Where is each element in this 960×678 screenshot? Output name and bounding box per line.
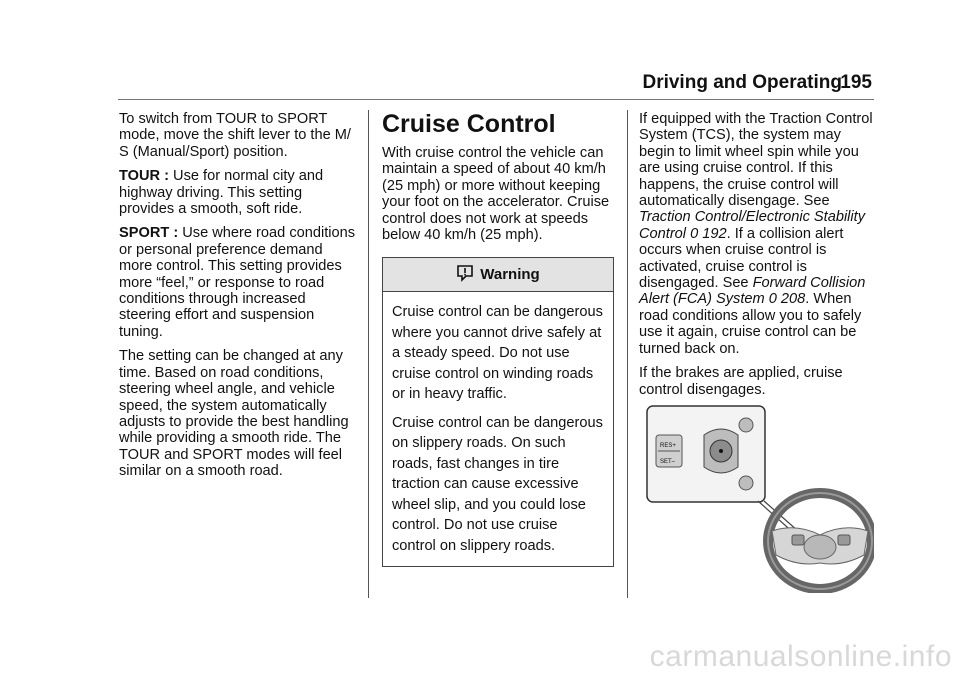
watermark: carmanualsonline.info — [649, 640, 952, 673]
page-number: 195 — [840, 72, 872, 93]
fca-reference-page[interactable]: 0 208 — [768, 291, 806, 308]
tour-term: TOUR : — [119, 168, 169, 185]
warning-title: Warning — [480, 265, 540, 283]
tour-paragraph — [119, 168, 357, 217]
tcs-text-a: If equipped with the Traction Control System (TCS), the system may begin to limit wheel spin while you are using cruise control. If this happens, the cruise control will automatically disengage. See — [639, 111, 873, 210]
header-rule — [118, 99, 874, 100]
warning-body — [383, 292, 613, 566]
section-title: Driving and Operating — [642, 72, 842, 93]
fca-reference[interactable]: Forward Collision Alert (FCA) System — [639, 275, 866, 308]
shift-paragraph: To switch from TOUR to SPORT mode, move the shift lever to the M/ S (Manual/Sport) position. — [119, 111, 351, 160]
set-label: SET– — [660, 459, 676, 465]
column-divider-2 — [627, 110, 628, 598]
column-left — [119, 111, 357, 488]
cruise-control-heading: Cruise Control — [382, 110, 556, 138]
page-header — [0, 70, 960, 100]
tcs-reference-page[interactable]: 0 192 — [690, 225, 727, 242]
steering-wheel-figure — [646, 405, 874, 593]
column-right — [639, 111, 875, 406]
res-label: RES+ — [660, 443, 676, 449]
tour-text: Use for normal city and highway driving. This setting provides a smooth, soft ride. — [119, 168, 324, 218]
warning-paragraph-1: Cruise control can be dangerous where you cannot drive safely at a steady speed. Do not use cruise control on winding roads or in heavy traffic. — [392, 304, 603, 403]
brakes-paragraph: If the brakes are applied, cruise control disengages. — [639, 365, 843, 398]
sport-term: SPORT : — [119, 225, 179, 242]
tcs-text-c: . When road conditions allow you to safely use it again, cruise control can be turned back on. — [639, 291, 862, 357]
cruise-intro: With cruise control the vehicle can maintain a speed of about 40 km/h (25 mph) or more without keeping your foot on the accelerator. Cruise control does not work at speeds below 40 km/h (25 mph). — [382, 145, 610, 244]
column-middle — [382, 111, 614, 567]
sport-text: Use where road conditions or personal preference demand more control. This setting provides more “feel,” or response to road conditions through increased steering effort and suspension tuning. — [119, 225, 356, 340]
column-divider-1 — [368, 110, 369, 598]
tcs-text-b: . If a collision alert occurs when cruise control is activated, cruise control is disengaged. See — [639, 225, 844, 292]
setting-paragraph: The setting can be changed at any time. Based on road conditions, steering wheel angle, and vehicle speed, the system automatically adjusts to provide the best handling while providing a smooth ride. The TOUR and SPORT modes will feel similar on a smooth road. — [119, 348, 349, 480]
warning-header — [383, 258, 613, 292]
cruise-cancel-icon — [739, 476, 753, 490]
tcs-paragraph — [639, 111, 875, 357]
warning-paragraph-2: Cruise control can be dangerous on slippery roads. On such roads, fast changes in tire traction can cause excessive wheel slip, and you could lose control. Do not use cruise control on slippery roads. — [392, 414, 603, 554]
warning-icon — [456, 264, 474, 286]
distance-icon — [739, 418, 753, 432]
tcs-reference[interactable]: Traction Control/Electronic Stability Control — [639, 209, 866, 242]
warning-box — [382, 257, 614, 567]
sport-paragraph — [119, 225, 357, 340]
